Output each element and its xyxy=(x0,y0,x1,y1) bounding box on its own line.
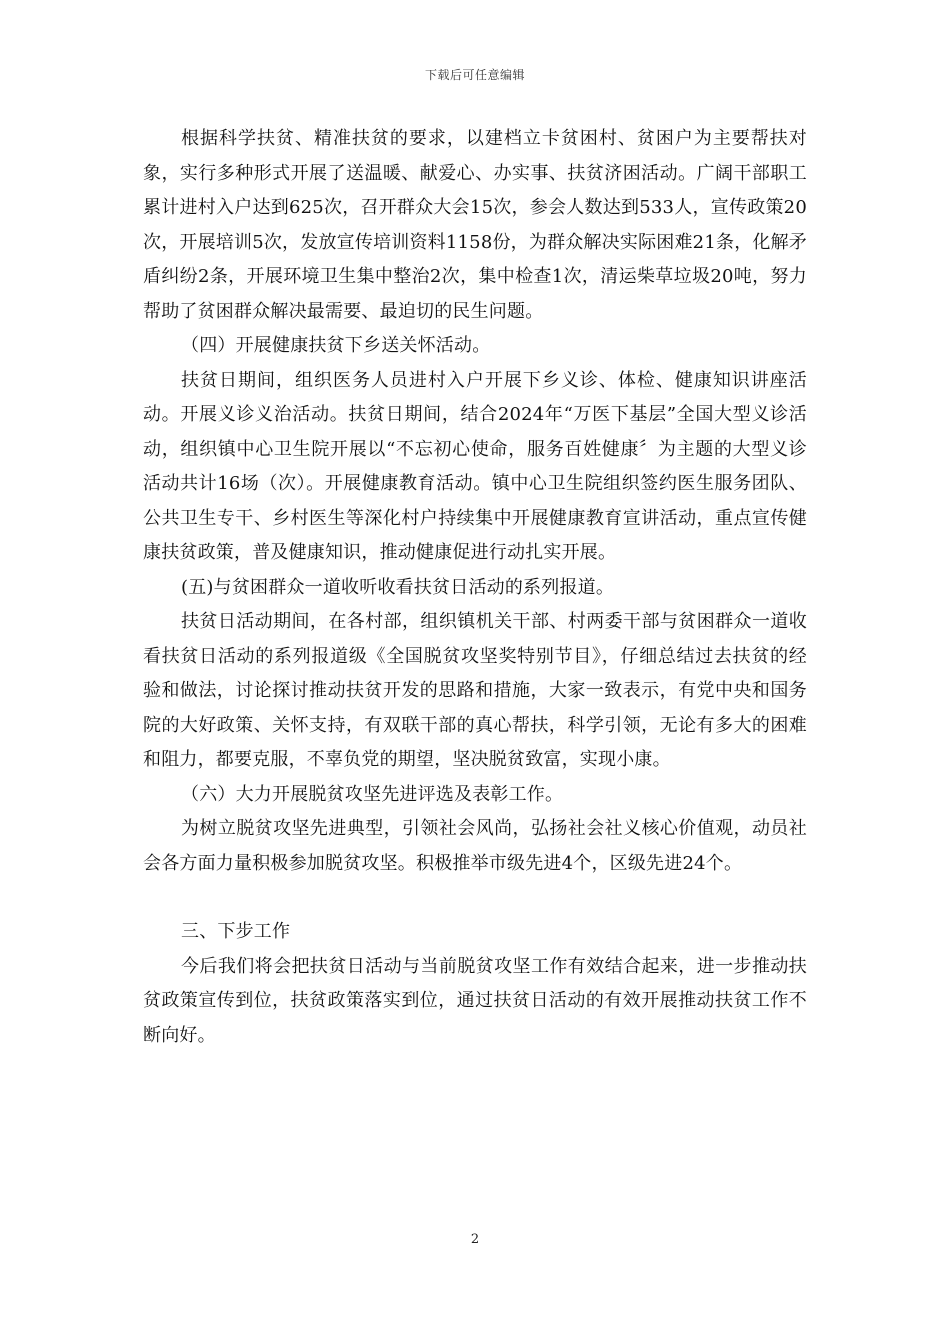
section-heading-awards: （六）大力开展脱贫攻坚先进评选及表彰工作。 xyxy=(181,783,564,805)
document-body xyxy=(143,122,807,1053)
paragraph-health: 扶贫日期间，组织医务人员进村入户开展下乡义诊、体检、健康知识讲座活动。开展义诊义治活动。扶贫日期间，结合2024年“万医下基层”全国大型义诊活动，组织镇中心卫生院开展以“不忘初心使命，服务百姓健康〞为主题的大型义诊活动共计16场（次）。开展健康教育活动。镇中心卫生院组织签约医生服务团队、公共卫生专干、乡村医生等深化村户持续集中开展健康教育宣讲活动，重点宣传健康扶贫政策，普及健康知识，推动健康促进行动扎实开展。 xyxy=(143,369,807,563)
paragraph-assistance: 根据科学扶贫、精准扶贫的要求，以建档立卡贫困村、贫困户为主要帮扶对象，实行多种形式开展了送温暖、献爱心、办实事、扶贫济困活动。广阔干部职工累计进村入户达到625次，召开群众大会15次，参会人数达到533人，宣传政策20次，开展培训5次，发放宣传培训资料1158份，为群众解决实际困难21条，化解矛盾纠纷2条，开展环境卫生集中整治2次，集中检查1次，清运柴草垃圾20吨，努力帮助了贫困群众解决最需要、最迫切的民生问题。 xyxy=(143,128,807,322)
section-heading-broadcast: (五)与贫困群众一道收听收看扶贫日活动的系列报道。 xyxy=(181,576,615,598)
paragraph-next-steps: 今后我们将会把扶贫日活动与当前脱贫攻坚工作有效结合起来，进一步推动扶贫政策宣传到位，扶贫政策落实到位，通过扶贫日活动的有效开展推动扶贫工作不断向好。 xyxy=(143,955,807,1046)
paragraph-awards: 为树立脱贫攻坚先进典型，引领社会风尚，弘扬社会社义核心价值观，动员社会各方面力量积极参加脱贫攻坚。积极推举市级先进4个，区级先进24个。 xyxy=(143,818,807,874)
header-note: 下载后可任意编辑 xyxy=(424,68,525,82)
section-spacer xyxy=(143,881,807,915)
section-heading-health: （四）开展健康扶贫下乡送关怀活动。 xyxy=(181,335,491,356)
paragraph-broadcast: 扶贫日活动期间，在各村部，组织镇机关干部、村两委干部与贫困群众一道收看扶贫日活动的系列报道级《全国脱贫攻坚奖特别节目》，仔细总结过去扶贫的经验和做法，讨论探讨推动扶贫开发的思路和措施，大家一致表示，有党中央和国务院的大好政策、关怀支持，有双联干部的真心帮扶，科学引领，无论有多大的困难和阻力，都要克服，不辜负党的期望，坚决脱贫致富，实现小康。 xyxy=(143,611,807,770)
page-number: 2 xyxy=(470,1232,480,1247)
section-heading-next-steps: 三、下步工作 xyxy=(181,921,291,942)
